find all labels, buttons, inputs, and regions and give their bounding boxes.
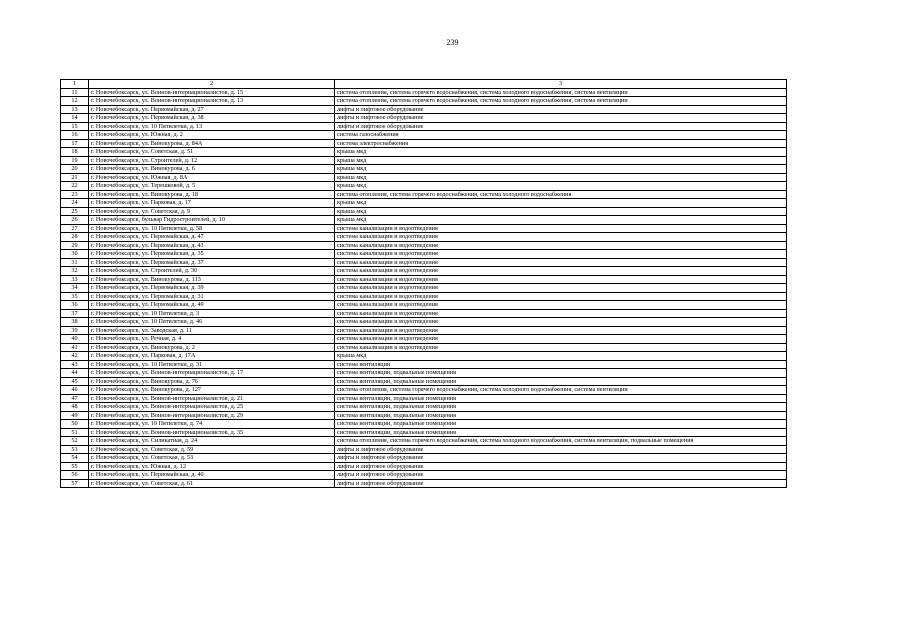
table-row: [61, 267, 787, 276]
works-cell: система канализации и водоотведения: [335, 326, 787, 335]
row-number-cell: 45: [61, 377, 89, 386]
table-row: [61, 199, 787, 208]
works-cell: система канализации и водоотведения: [335, 335, 787, 344]
address-cell: г. Новочебоксарск, ул. 10 Пятилетки, д. 31: [89, 360, 335, 369]
works-cell: система вентиляции, подвальные помещения: [335, 420, 787, 429]
table-row: [61, 352, 787, 361]
address-cell: г. Новочебоксарск, ул. Винокурова, д. 76: [89, 377, 335, 386]
works-cell: система канализации и водоотведения: [335, 343, 787, 352]
row-number-cell: 29: [61, 241, 89, 250]
address-cell: г. Новочебоксарск, ул. Первомайская, д. 47: [89, 233, 335, 242]
works-cell: система канализации и водоотведения: [335, 309, 787, 318]
works-cell: система вентиляции, подвальные помещения: [335, 411, 787, 420]
table-row: [61, 216, 787, 225]
works-cell: система канализации и водоотведения: [335, 301, 787, 310]
table-row: [61, 88, 787, 97]
table-row: [61, 411, 787, 420]
row-number-cell: 11: [61, 88, 89, 97]
address-cell: г. Новочебоксарск, ул. Строителей, д. 30: [89, 267, 335, 276]
table-row: [61, 343, 787, 352]
table-row: [61, 275, 787, 284]
address-cell: г. Новочебоксарск, ул. Силикатная, д. 24: [89, 437, 335, 446]
row-number-cell: 55: [61, 462, 89, 471]
header-cell-2: 2: [89, 80, 335, 89]
address-cell: г. Новочебоксарск, ул. 10 Пятилетки, д. 74: [89, 420, 335, 429]
table-row: [61, 241, 787, 250]
works-cell: крыша мкд: [335, 182, 787, 191]
works-cell: лифты и лифтовое оборудование: [335, 445, 787, 454]
address-cell: г. Новочебоксарск, ул. Воинов-интернационалистов, д. 13: [89, 97, 335, 106]
table-row: [61, 105, 787, 114]
address-cell: г. Новочебоксарск, ул. Заводская, д. 11: [89, 326, 335, 335]
row-number-cell: 21: [61, 173, 89, 182]
row-number-cell: 54: [61, 454, 89, 463]
address-cell: г. Новочебоксарск, ул. Первомайская, д. 40: [89, 471, 335, 480]
row-number-cell: 57: [61, 479, 89, 488]
address-cell: г. Новочебоксарск, ул. Советская, д. 61: [89, 479, 335, 488]
works-cell: система канализации и водоотведения: [335, 275, 787, 284]
table-row: [61, 428, 787, 437]
table-row: [61, 318, 787, 327]
row-number-cell: 18: [61, 148, 89, 157]
address-cell: г. Новочебоксарск, ул. Первомайская, д. 39: [89, 284, 335, 293]
address-cell: г. Новочебоксарск, ул. Винокурова, д. 127: [89, 386, 335, 395]
address-cell: г. Новочебоксарск, ул. Винокурова, д. 84А: [89, 139, 335, 148]
works-cell: лифты и лифтовое оборудование: [335, 114, 787, 123]
row-number-cell: 33: [61, 275, 89, 284]
table-row: [61, 403, 787, 412]
row-number-cell: 31: [61, 258, 89, 267]
address-cell: г. Новочебоксарск, ул. Южная, д. 12: [89, 462, 335, 471]
address-cell: г. Новочебоксарск, ул. 10 Пятилетки, д. 13: [89, 122, 335, 131]
table-row: [61, 471, 787, 480]
works-cell: система отопления, система горячего водоснабжения, система холодного водоснабжения: [335, 190, 787, 199]
row-number-cell: 56: [61, 471, 89, 480]
address-cell: г. Новочебоксарск, ул. Винокурова, д. 6: [89, 165, 335, 174]
row-number-cell: 47: [61, 394, 89, 403]
table-row: [61, 97, 787, 106]
row-number-cell: 35: [61, 292, 89, 301]
address-cell: г. Новочебоксарск, ул. Винокурова, д. 18: [89, 190, 335, 199]
address-cell: г. Новочебоксарск, ул. Первомайская, д. 37: [89, 258, 335, 267]
row-number-cell: 40: [61, 335, 89, 344]
row-number-cell: 23: [61, 190, 89, 199]
works-cell: система канализации и водоотведения: [335, 250, 787, 259]
works-cell: крыша мкд: [335, 207, 787, 216]
address-cell: г. Новочебоксарск, ул. Винокурова, д. 2: [89, 343, 335, 352]
header-cell-1: 1: [61, 80, 89, 89]
works-cell: лифты и лифтовое оборудование: [335, 479, 787, 488]
works-cell: система вентиляции, подвальные помещения: [335, 369, 787, 378]
row-number-cell: 44: [61, 369, 89, 378]
row-number-cell: 25: [61, 207, 89, 216]
table-row: [61, 190, 787, 199]
works-cell: крыша мкд: [335, 216, 787, 225]
table-row: [61, 173, 787, 182]
address-cell: г. Новочебоксарск, бульвар Гидростроителей, д. 10: [89, 216, 335, 225]
address-cell: г. Новочебоксарск, ул. Советская, д. 59: [89, 445, 335, 454]
table-row: [61, 148, 787, 157]
address-cell: г. Новочебоксарск, ул. Терешковой, д. 5: [89, 182, 335, 191]
address-cell: г. Новочебоксарск, ул. 10 Пятилетки, д. 3: [89, 309, 335, 318]
table-row: [61, 394, 787, 403]
row-number-cell: 15: [61, 122, 89, 131]
row-number-cell: 19: [61, 156, 89, 165]
registry-table: [60, 79, 787, 488]
row-number-cell: 20: [61, 165, 89, 174]
row-number-cell: 41: [61, 343, 89, 352]
row-number-cell: 27: [61, 224, 89, 233]
works-cell: крыша мкд: [335, 148, 787, 157]
row-number-cell: 26: [61, 216, 89, 225]
works-cell: система отопления, система горячего водоснабжения, система холодного водоснабжения, система вентиляции: [335, 97, 787, 106]
address-cell: г. Новочебоксарск, ул. Южная, д. 8А: [89, 173, 335, 182]
table-row: [61, 233, 787, 242]
address-cell: г. Новочебоксарск, ул. 10 Пятилетки, д. 46: [89, 318, 335, 327]
row-number-cell: 28: [61, 233, 89, 242]
works-cell: система вентиляции, подвальные помещения: [335, 428, 787, 437]
table-row: [61, 131, 787, 140]
row-number-cell: 39: [61, 326, 89, 335]
table-row: [61, 250, 787, 259]
row-number-cell: 32: [61, 267, 89, 276]
table-row: [61, 437, 787, 446]
row-number-cell: 37: [61, 309, 89, 318]
works-cell: система вентиляции: [335, 360, 787, 369]
address-cell: г. Новочебоксарск, ул. Строителей, д. 12: [89, 156, 335, 165]
row-number-cell: 13: [61, 105, 89, 114]
works-cell: система газоснабжения: [335, 131, 787, 140]
row-number-cell: 42: [61, 352, 89, 361]
row-number-cell: 52: [61, 437, 89, 446]
address-cell: г. Новочебоксарск, ул. Советская, д. 51: [89, 148, 335, 157]
table-row: [61, 224, 787, 233]
works-cell: система вентиляции, подвальные помещения: [335, 377, 787, 386]
header-cell-3: 3: [335, 80, 787, 89]
address-cell: г. Новочебоксарск, ул. Первомайская, д. 27: [89, 105, 335, 114]
works-cell: система канализации и водоотведения: [335, 241, 787, 250]
table-row: [61, 386, 787, 395]
row-number-cell: 38: [61, 318, 89, 327]
row-number-cell: 30: [61, 250, 89, 259]
table-row: [61, 445, 787, 454]
row-number-cell: 22: [61, 182, 89, 191]
address-cell: г. Новочебоксарск, ул. Советская, д. 9: [89, 207, 335, 216]
row-number-cell: 16: [61, 131, 89, 140]
works-cell: система вентиляции, подвальные помещения: [335, 394, 787, 403]
works-cell: лифты и лифтовое оборудование: [335, 462, 787, 471]
works-cell: лифты и лифтовое оборудование: [335, 122, 787, 131]
address-cell: г. Новочебоксарск, ул. Первомайская, д. 38: [89, 114, 335, 123]
works-cell: система канализации и водоотведения: [335, 267, 787, 276]
table-row: [61, 369, 787, 378]
works-cell: система канализации и водоотведения: [335, 292, 787, 301]
works-cell: крыша мкд: [335, 165, 787, 174]
table-row: [61, 284, 787, 293]
table-row: [61, 122, 787, 131]
table-row: [61, 114, 787, 123]
table-row: [61, 335, 787, 344]
table-row: [61, 139, 787, 148]
address-cell: г. Новочебоксарск, ул. Парковая, д. 17А: [89, 352, 335, 361]
works-cell: крыша мкд: [335, 173, 787, 182]
row-number-cell: 48: [61, 403, 89, 412]
address-cell: г. Новочебоксарск, ул. 10 Пятилетки, д. 58: [89, 224, 335, 233]
address-cell: г. Новочебоксарск, ул. Воинов-интернационалистов, д. 21: [89, 394, 335, 403]
page-number: 239: [446, 38, 459, 47]
table-row: [61, 258, 787, 267]
address-cell: г. Новочебоксарск, ул. Воинов-интернационалистов, д. 17: [89, 369, 335, 378]
address-cell: г. Новочебоксарск, ул. Советская, д. 53: [89, 454, 335, 463]
address-cell: г. Новочебоксарск, ул. Первомайская, д. 35: [89, 250, 335, 259]
table-row: [61, 292, 787, 301]
row-number-cell: 53: [61, 445, 89, 454]
works-cell: система канализации и водоотведения: [335, 224, 787, 233]
works-cell: лифты и лифтовое оборудование: [335, 105, 787, 114]
address-cell: г. Новочебоксарск, ул. Воинов-интернационалистов, д. 25: [89, 403, 335, 412]
address-cell: г. Новочебоксарск, ул. Речная, д. 4: [89, 335, 335, 344]
works-cell: система канализации и водоотведения: [335, 284, 787, 293]
table-row: [61, 301, 787, 310]
works-cell: крыша мкд: [335, 352, 787, 361]
row-number-cell: 43: [61, 360, 89, 369]
address-cell: г. Новочебоксарск, ул. Южная, д. 2: [89, 131, 335, 140]
works-cell: система электроснабжения: [335, 139, 787, 148]
row-number-cell: 49: [61, 411, 89, 420]
table-row: [61, 309, 787, 318]
table-row: [61, 479, 787, 488]
works-cell: система отопления, система горячего водоснабжения, система холодного водоснабжения, система вентиляции: [335, 386, 787, 395]
row-number-cell: 46: [61, 386, 89, 395]
table-row: [61, 462, 787, 471]
works-cell: система отопления, система горячего водоснабжения, система холодного водоснабжения, система вентиляции: [335, 88, 787, 97]
row-number-cell: 14: [61, 114, 89, 123]
table-row: [61, 454, 787, 463]
table-row: [61, 182, 787, 191]
address-cell: г. Новочебоксарск, ул. Парковая, д. 17: [89, 199, 335, 208]
works-cell: крыша мкд: [335, 156, 787, 165]
row-number-cell: 24: [61, 199, 89, 208]
address-cell: г. Новочебоксарск, ул. Воинов-интернационалистов, д. 15: [89, 88, 335, 97]
table-row: [61, 326, 787, 335]
works-cell: лифты и лифтовое оборудование: [335, 471, 787, 480]
table-header-row: [61, 80, 787, 89]
row-number-cell: 17: [61, 139, 89, 148]
works-cell: система канализации и водоотведения: [335, 258, 787, 267]
address-cell: г. Новочебоксарск, ул. Воинов-интернационалистов, д. 35: [89, 428, 335, 437]
table-row: [61, 377, 787, 386]
address-cell: г. Новочебоксарск, ул. Первомайская, д. 49: [89, 301, 335, 310]
works-cell: система канализации и водоотведения: [335, 233, 787, 242]
table-row: [61, 420, 787, 429]
row-number-cell: 50: [61, 420, 89, 429]
works-cell: система канализации и водоотведения: [335, 318, 787, 327]
row-number-cell: 34: [61, 284, 89, 293]
table-row: [61, 207, 787, 216]
row-number-cell: 51: [61, 428, 89, 437]
address-cell: г. Новочебоксарск, ул. Воинов-интернационалистов, д. 29: [89, 411, 335, 420]
works-cell: система отопления, система горячего водоснабжения, система холодного водоснабжения, система вентиляции, подвальные помещения: [335, 437, 787, 446]
table-row: [61, 165, 787, 174]
address-cell: г. Новочебоксарск, ул. Винокурова, д. 113: [89, 275, 335, 284]
table-row: [61, 156, 787, 165]
address-cell: г. Новочебоксарск, ул. Первомайская, д. 43: [89, 241, 335, 250]
row-number-cell: 12: [61, 97, 89, 106]
works-cell: лифты и лифтовое оборудование: [335, 454, 787, 463]
address-cell: г. Новочебоксарск, ул. Первомайская, д. 31: [89, 292, 335, 301]
works-cell: крыша мкд: [335, 199, 787, 208]
row-number-cell: 36: [61, 301, 89, 310]
works-cell: система вентиляции, подвальные помещения: [335, 403, 787, 412]
table-row: [61, 360, 787, 369]
